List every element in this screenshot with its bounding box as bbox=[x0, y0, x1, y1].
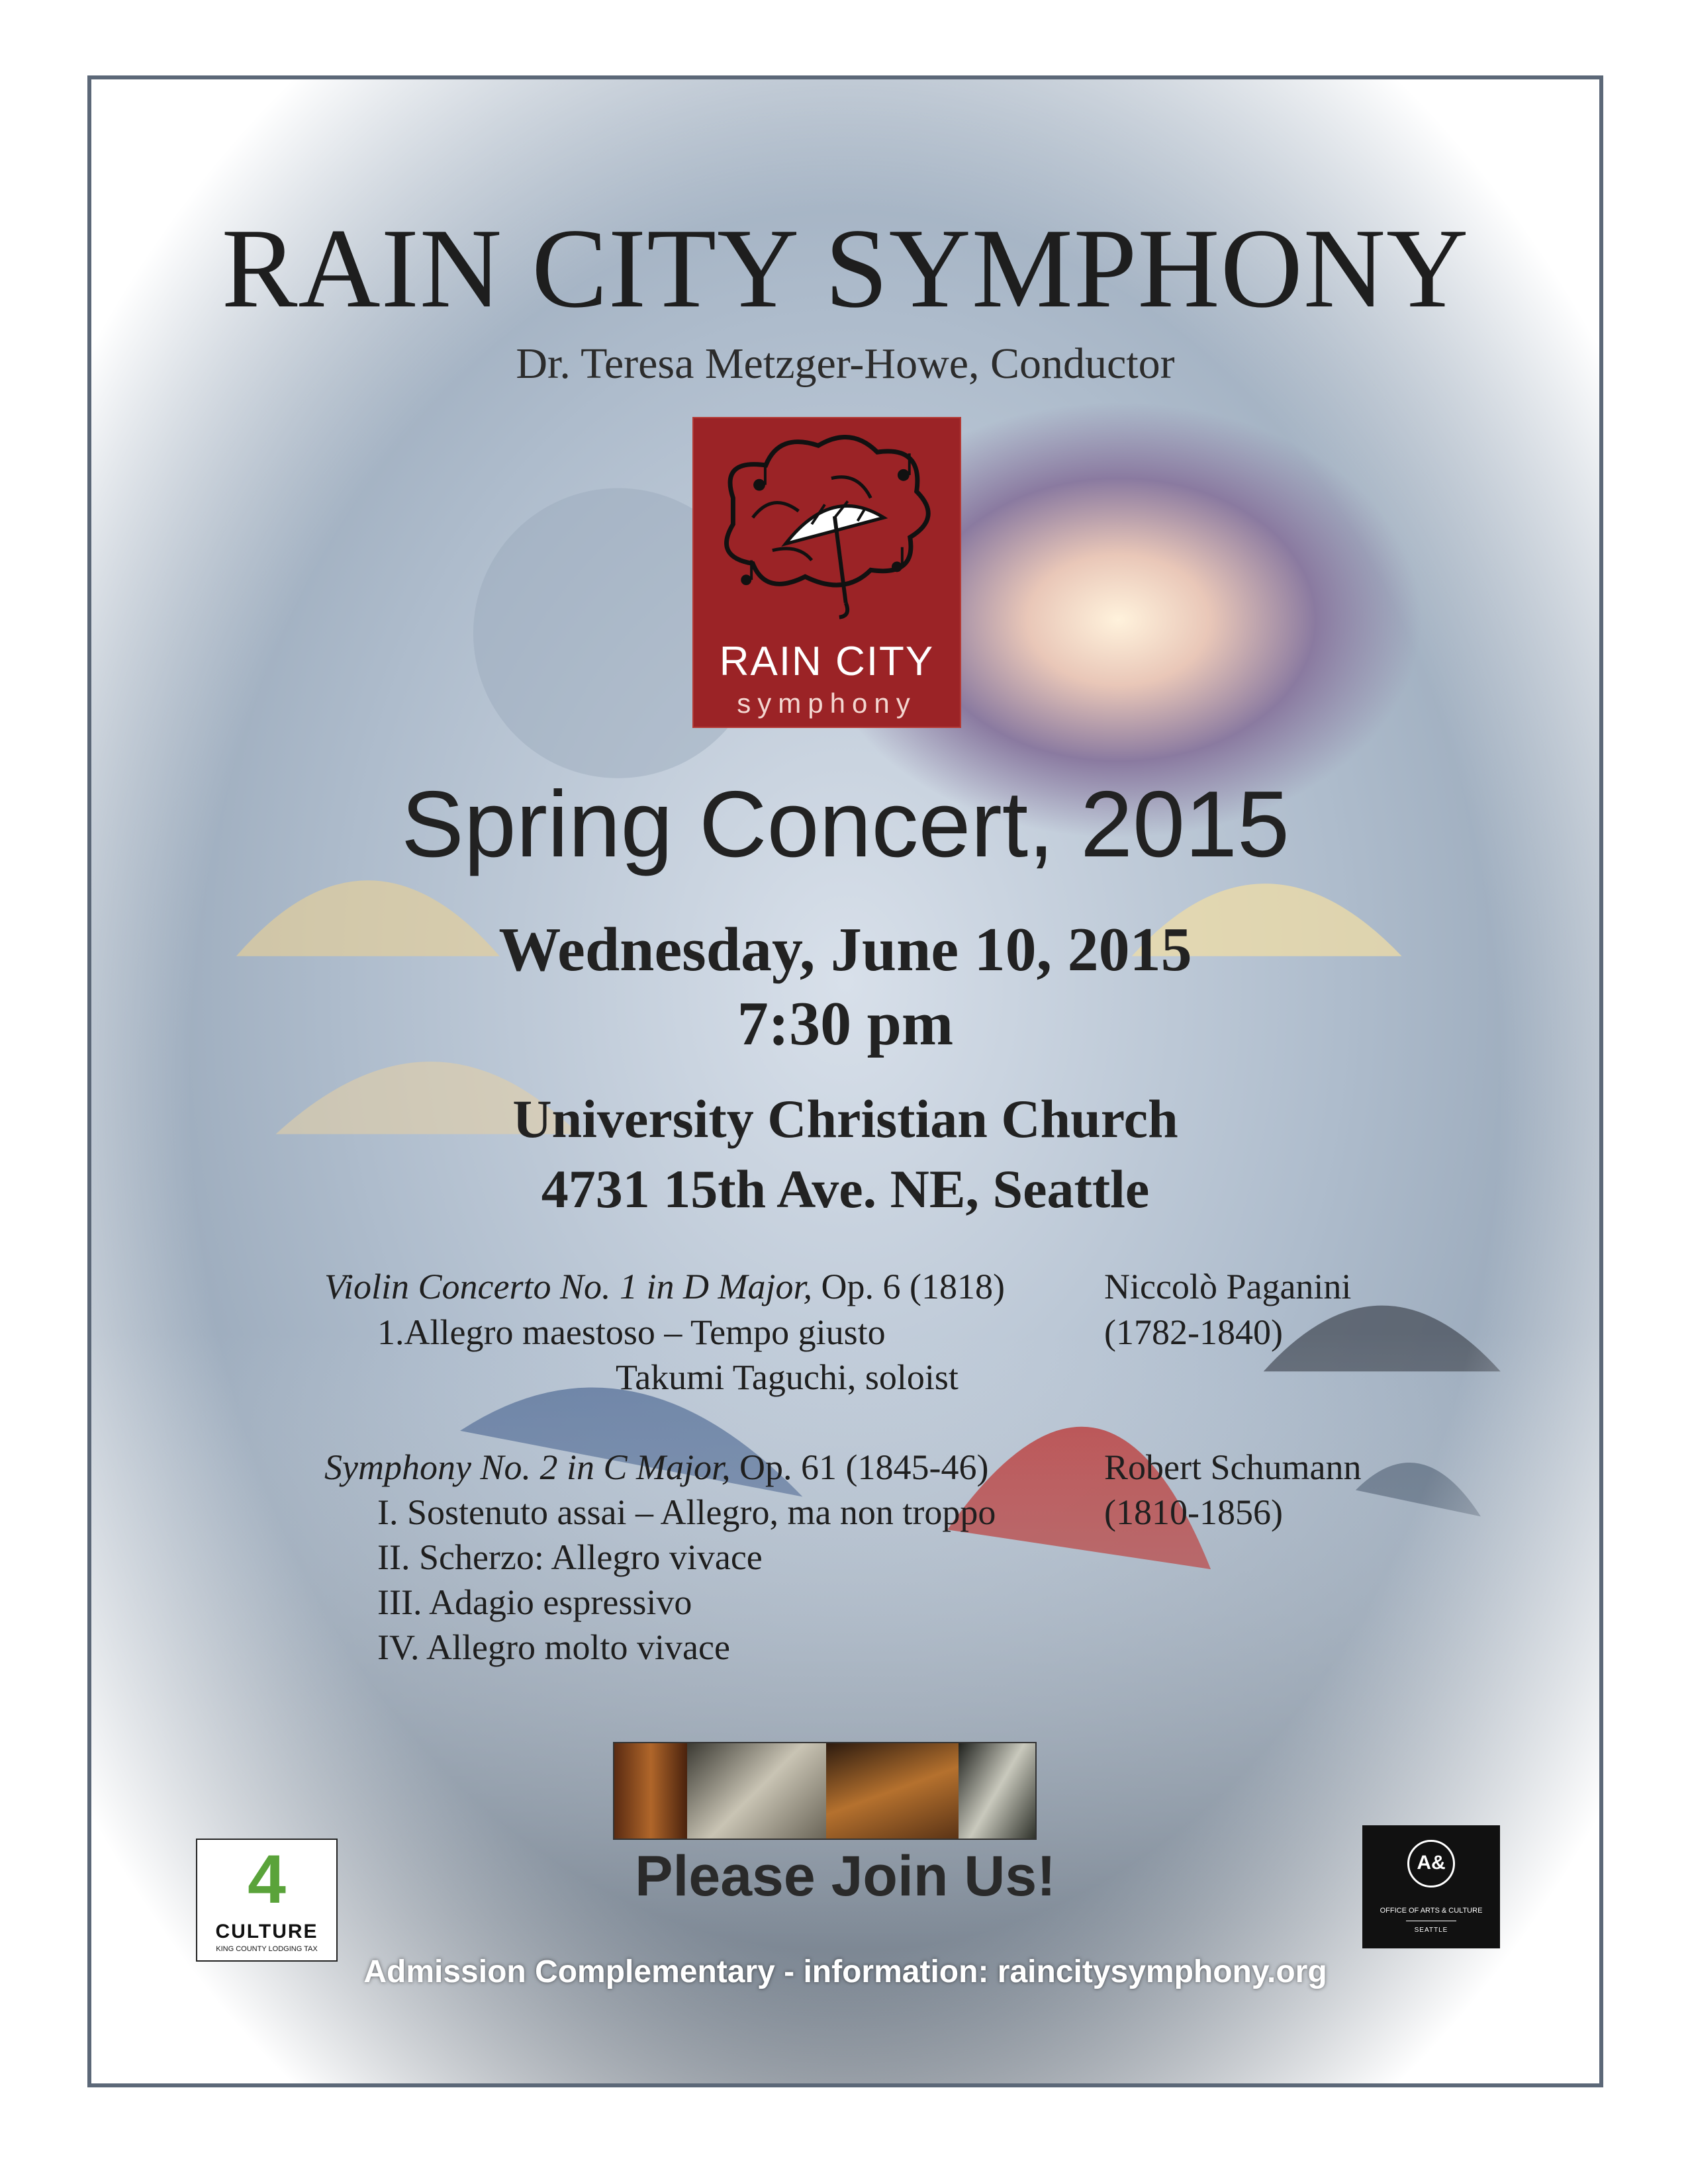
logo-subword: symphony bbox=[737, 688, 917, 719]
logo-wordmark: RAIN CITY bbox=[719, 639, 935, 684]
program-work-title bbox=[324, 1449, 988, 1485]
venue-name: University Christian Church bbox=[512, 1089, 1178, 1149]
flute-photo bbox=[959, 1743, 1035, 1839]
work-detail: Op. 61 (1845-46) bbox=[739, 1447, 989, 1487]
culture-tagline: KING COUNTY LODGING TAX bbox=[216, 1945, 318, 1953]
admission-info: Admission Complementary - information: raincitysymphony.org bbox=[363, 1954, 1327, 1989]
concert-date: Wednesday, June 10, 2015 bbox=[498, 915, 1192, 984]
work-title: Symphony No. 2 in C Major, bbox=[324, 1447, 731, 1487]
timpani-photo bbox=[826, 1743, 959, 1839]
poster-frame bbox=[87, 75, 1603, 2087]
soloist-credit: Takumi Taguchi, soloist bbox=[616, 1357, 959, 1397]
culture-number: 4 bbox=[248, 1841, 286, 1918]
violin-photo bbox=[614, 1743, 687, 1839]
movement-item: 1.Allegro maestoso – Tempo giusto bbox=[377, 1312, 886, 1352]
conductor-line: Dr. Teresa Metzger-Howe, Conductor bbox=[516, 340, 1175, 388]
movement-item: III. Adagio espressivo bbox=[377, 1582, 692, 1622]
composer-name: Robert Schumann bbox=[1104, 1447, 1362, 1487]
composer-name: Niccolò Paganini bbox=[1104, 1267, 1352, 1306]
4culture-logo bbox=[196, 1839, 338, 1962]
concert-name: Spring Concert, 2015 bbox=[401, 772, 1289, 877]
instrument-photo-strip bbox=[613, 1742, 1037, 1840]
work-detail: Op. 6 (1818) bbox=[821, 1267, 1005, 1306]
composer-dates: (1810-1856) bbox=[1104, 1492, 1283, 1532]
movement-item: II. Scherzo: Allegro vivace bbox=[377, 1537, 763, 1577]
arts-city: SEATTLE bbox=[1414, 1927, 1448, 1934]
seattle-arts-culture-logo bbox=[1362, 1825, 1500, 1948]
arts-mark: A& bbox=[1417, 1852, 1446, 1874]
composer-dates: (1782-1840) bbox=[1104, 1312, 1283, 1352]
umbrella-music-icon bbox=[694, 418, 960, 637]
concert-time: 7:30 pm bbox=[737, 989, 954, 1058]
orchestra-title: RAIN CITY SYMPHONY bbox=[221, 206, 1470, 332]
join-us-heading: Please Join Us! bbox=[635, 1844, 1056, 1908]
program-work-title bbox=[324, 1269, 1005, 1304]
work-title: Violin Concerto No. 1 in D Major, bbox=[324, 1267, 812, 1306]
venue-address: 4731 15th Ave. NE, Seattle bbox=[541, 1159, 1150, 1219]
brass-photo bbox=[687, 1743, 826, 1839]
arts-office-name: OFFICE OF ARTS & CULTURE bbox=[1380, 1907, 1483, 1915]
culture-word: CULTURE bbox=[215, 1921, 318, 1942]
movement-item: IV. Allegro molto vivace bbox=[377, 1627, 730, 1667]
rain-city-symphony-logo bbox=[692, 417, 961, 728]
movement-item: I. Sostenuto assai – Allegro, ma non troppo bbox=[377, 1492, 996, 1532]
